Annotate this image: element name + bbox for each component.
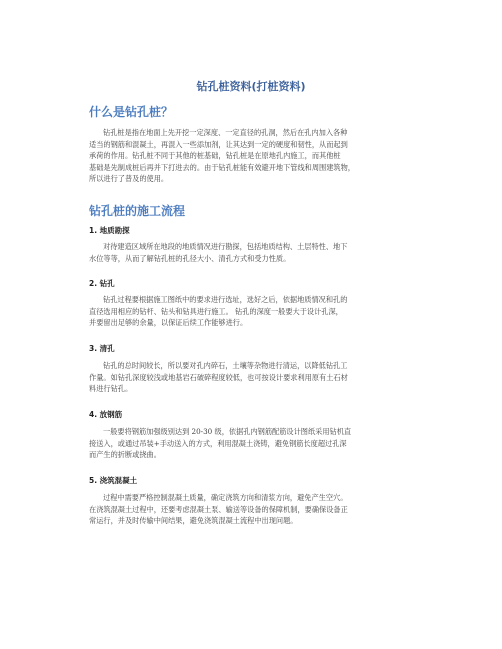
paragraph-line: 并要留出足够的余量，以保证后续工作能够进行。 bbox=[89, 318, 248, 327]
step-paragraph-5 bbox=[89, 492, 419, 527]
step-paragraph-4 bbox=[89, 426, 419, 461]
section-heading-what-is: 什么是钻孔桩？ bbox=[89, 105, 174, 119]
paragraph-line: 而产生的折断或挠曲。 bbox=[89, 450, 161, 459]
step-title-2: 2. 钻孔 bbox=[89, 279, 115, 288]
paragraph-line: 承荷的作用。钻孔桩不同于其他的桩基础，钻孔桩是在原地孔内施工，而其他桩 bbox=[89, 151, 341, 160]
paragraph-line: 适当的钢筋和混凝土，再混入一些添加剂，让其达到一定的硬度和韧性，从而起到 bbox=[89, 139, 348, 149]
paragraph-line: 钻孔桩是指在地面上先开挖一定深度、一定直径的孔洞，然后在孔内加入各种 bbox=[103, 128, 348, 137]
section-paragraph-what-is bbox=[89, 127, 419, 185]
paragraph-line: 所以进行了普及的使用。 bbox=[89, 174, 169, 183]
paragraph-line: 过程中需要严格控制混凝土质量，确定浇筑方向和清浆方向，避免产生空穴。 bbox=[103, 493, 348, 502]
paragraph-line: 直径选用相应的钻杆、钻头和钻具进行施工。 钻孔的深度一般要大于设计孔深， bbox=[89, 306, 343, 316]
paragraph-line: 常运行，并及时传输中间结果，避免浇筑混凝土流程中出现问题。 bbox=[89, 516, 298, 525]
step-title-5: 5. 浇筑混凝土 bbox=[89, 476, 138, 485]
step-paragraph-1 bbox=[89, 241, 419, 264]
paragraph-line: 基础是先制成桩后再并下打进去的。由于钻孔桩能有效避开地下管线和周围建筑物， bbox=[89, 162, 355, 172]
document-title: 钻孔桩资料(打桩资料) bbox=[196, 80, 306, 93]
step-paragraph-2 bbox=[89, 294, 419, 329]
section-heading-process: 钻孔桩的施工流程 bbox=[89, 204, 186, 218]
step-title-1: 1. 地质勘探 bbox=[89, 226, 130, 235]
paragraph-line: 水位等等，从而了解钻孔桩的孔径大小、清孔方式和受力性质。 bbox=[89, 253, 291, 263]
paragraph-line: 接送入，或通过吊装+手动送入的方式，利用混凝土浇铸，避免钢筋长度超过孔深 bbox=[89, 438, 347, 448]
paragraph-line: 钻孔的总时间较长，所以要对孔内碎石，土壤等杂物进行清运，以降低钻孔工 bbox=[103, 361, 348, 370]
paragraph-line: 在浇筑混凝土过程中，还要考虑混凝土泵、输送等设备的保障机制，要确保设备正 bbox=[89, 504, 348, 514]
step-paragraph-3 bbox=[89, 360, 419, 395]
paragraph-line: 料进行钻孔。 bbox=[89, 384, 133, 393]
paragraph-line: 作量。如钻孔深度较浅或地基岩石破碎程度较低，也可按设计要求利用原有土石材 bbox=[89, 372, 348, 382]
paragraph-line: 对待建造区域所在地段的地质情况进行勘探，包括地质结构、土层特性、地下 bbox=[103, 242, 348, 251]
step-title-4: 4. 放钢筋 bbox=[89, 410, 123, 419]
paragraph-line: 一般要将钢筋加强级别达到 20-30 级，依据孔内钢筋配筋设计图纸采用钻机直 bbox=[103, 427, 352, 436]
step-title-3: 3. 清孔 bbox=[89, 344, 115, 353]
paragraph-line: 钻孔过程要根据施工图纸中的要求进行选址，选好之后，依据地质情况和孔的 bbox=[103, 295, 348, 304]
